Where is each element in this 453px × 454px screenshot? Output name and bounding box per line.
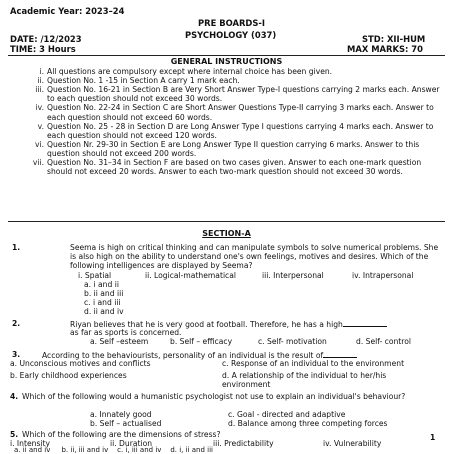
instructions-list	[30, 67, 440, 176]
q5-option-iv: iv. Vulnerability	[323, 439, 382, 448]
instructions-title: GENERAL INSTRUCTIONS	[170, 57, 283, 66]
question-2-text: Riyan believes that he is very good at football. Therefore, he has a high	[70, 319, 387, 329]
q1-option-iv: iv. Intrapersonal	[352, 271, 414, 280]
q2-choice-a: a. Self –esteem	[90, 337, 149, 346]
q5-option-i: i. Intensity	[10, 439, 50, 448]
exam-title: PRE BOARDS-I	[198, 18, 266, 28]
instruction-item: ii. Question No. 1 -15 in Section A carry 1 mark each.	[37, 76, 240, 86]
q3-choice-c: c. Response of an individual to the environment	[222, 359, 405, 368]
instruction-item: iii. Question No. 16-21 in Section B are Very Short Answer Type-I questions carrying 2 marks each. Answer to each question should not exceed 30 words.	[35, 85, 440, 104]
q3-choice-d: d. A relationship of the individual to her/his environment	[222, 371, 387, 390]
exam-date: DATE: /12/2023	[10, 34, 82, 44]
question-3-number: 3.	[12, 350, 21, 359]
q3-choice-b: b. Early childhood experiences	[10, 371, 127, 380]
instruction-item: iv. Question No. 22-24 in Section C are Short Answer Questions Type-II carrying 3 marks each. Answer to each question should not exceed 60 words.	[35, 103, 434, 122]
q4-choice-b: b. Self – actualised	[90, 419, 162, 428]
academic-year: Academic Year: 2023–24	[10, 6, 125, 16]
question-2-text-cont: as far as sports is concerned.	[70, 328, 182, 337]
q4-choice-c: c. Goal - directed and adaptive	[228, 410, 346, 419]
instruction-item: vii. Question No. 31–34 in Section F are based on two cases given. Answer to each one-mark question should not exceed 20 words. Answer to each two-mark question should not exceed 30 words.	[32, 158, 422, 177]
q5-choice-a: a. ii and iv	[14, 446, 51, 454]
q1-choice-c: c. i and iii	[84, 298, 121, 307]
answer-blank	[343, 319, 387, 327]
answer-blank	[323, 350, 357, 358]
header-divider	[8, 55, 445, 56]
subject-title: PSYCHOLOGY (037)	[185, 30, 277, 40]
q5-option-iii: iii. Predictability	[213, 439, 274, 448]
question-4-number: 4.	[10, 392, 19, 401]
q5-choice-b: b. ii, iii and iv	[61, 446, 109, 454]
q3-choice-a: a. Unconscious motives and conflicts	[10, 359, 151, 368]
section-heading: SECTION-A	[202, 229, 251, 238]
q1-choice-b: b. ii and iii	[84, 289, 124, 298]
exam-time: TIME: 3 Hours	[10, 44, 76, 54]
question-5-text: Which of the following are the dimensions of stress?	[22, 430, 221, 439]
question-5-marks: 1	[430, 433, 436, 442]
q1-option-ii: ii. Logical-mathematical	[145, 271, 236, 280]
q5-choice-d: d. i, ii and iii	[170, 446, 213, 454]
question-3-text: According to the behaviourists, personality of an individual is the result of	[42, 350, 357, 360]
q1-choice-d: d. ii and iv	[84, 307, 124, 316]
q4-choice-a: a. Innately good	[90, 410, 152, 419]
instruction-item: v. Question No. 25 - 28 in Section D are Long Answer Type I questions carrying 4 marks each. Answer to each question should not exceed 120 words.	[37, 121, 434, 140]
max-marks: MAX MARKS: 70	[347, 44, 423, 54]
q2-choice-b: b. Self – efficacy	[170, 337, 233, 346]
question-1-text: Seema is high on critical thinking and can manipulate symbols to solve numerical problems. She is also high on the ability to understand one's own feelings, motives and desires. Which of the following intelligences are displayed by Seema?	[70, 243, 439, 271]
q2-choice-c: c. Self- motivation	[258, 337, 327, 346]
question-5-number: 5.	[10, 430, 19, 439]
question-2-number: 2.	[12, 319, 21, 328]
instruction-item: vi. Question Nr. 29-30 in Section E are Long Answer Type II question carrying 6 marks. Answer to this question should not exceed 200 words.	[34, 139, 420, 158]
q2-choice-d: d. Self- control	[356, 337, 411, 346]
q1-choice-a: a. i and ii	[84, 280, 119, 289]
question-1-number: 1.	[12, 243, 21, 252]
question-4-text: Which of the following would a humanistic psychologist not use to explain an individual's behaviour?	[22, 392, 406, 401]
q1-option-i: i. Spatial	[78, 271, 112, 280]
q1-option-iii: iii. Interpersonal	[262, 271, 324, 280]
q5-option-ii: ii. Duration	[110, 439, 153, 448]
instruction-item: i. All questions are compulsory except where internal choice has been given.	[39, 67, 333, 76]
instructions-divider	[8, 221, 445, 222]
standard: STD: XII-HUM	[362, 34, 426, 44]
q5-choice-c: c. i, iii and iv	[117, 446, 162, 454]
q4-choice-d: d. Balance among three competing forces	[228, 419, 388, 428]
